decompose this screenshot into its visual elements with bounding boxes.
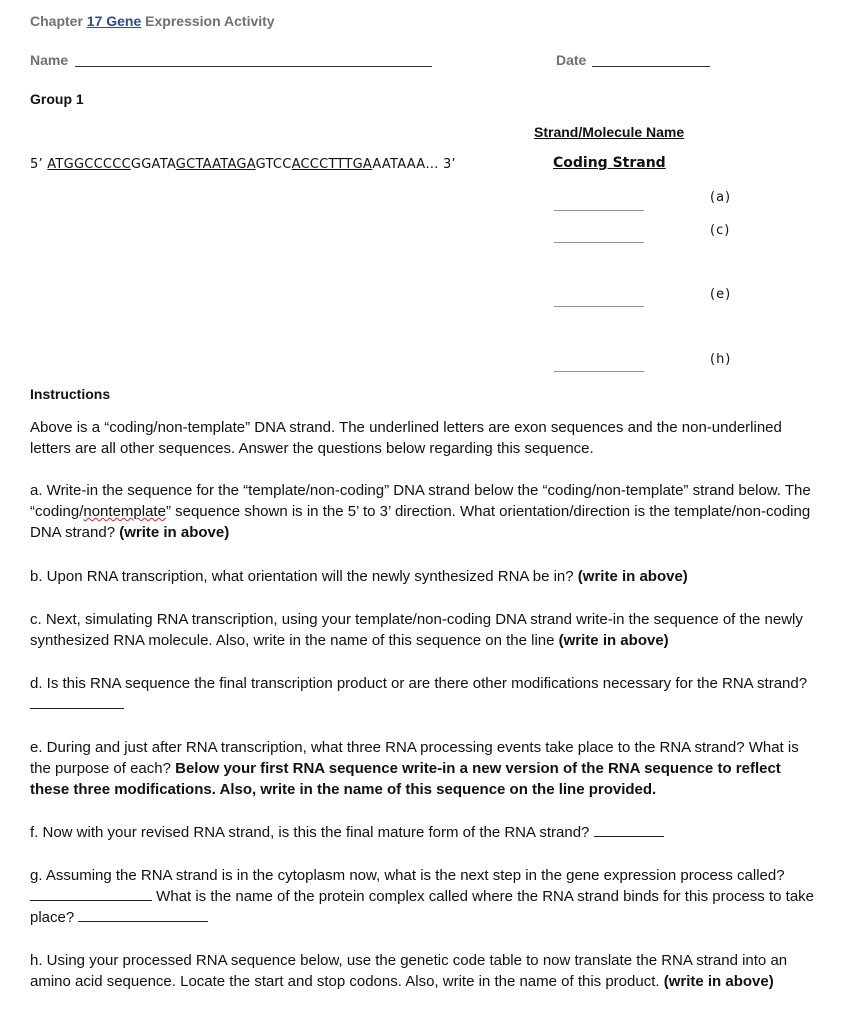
exon-3: ACCCTTTGA: [291, 157, 373, 172]
name-label: Name: [30, 52, 69, 68]
name-field[interactable]: [75, 66, 432, 67]
question-g: [30, 865, 820, 928]
question-g-text-1: g. Assuming the RNA strand is in the cytoplasm now, what is the next step in the gene expression process called?: [30, 867, 785, 884]
blank-label-h: (h): [710, 352, 732, 367]
question-h: [30, 950, 820, 992]
coding-strand-label: Coding Strand: [553, 155, 666, 171]
answer-blank-a[interactable]: _____________: [554, 197, 645, 211]
question-a-text-1: a. Write-in the sequence for the “template/non-coding” DNA strand below the “coding/non-template” strand below. The “coding/: [30, 482, 811, 520]
date-label: Date: [556, 52, 587, 68]
blank-label-e: (e): [710, 287, 732, 302]
group-label: Group 1: [30, 91, 84, 107]
non-exon-2: GTCC: [255, 157, 292, 172]
question-b: [30, 566, 820, 587]
exon-2: GCTAATAGA: [175, 157, 256, 172]
prime-5-label: 5’: [30, 157, 48, 172]
question-e: [30, 737, 820, 800]
answer-blank-e[interactable]: _____________: [554, 293, 645, 307]
question-e-text: e. During and just after RNA transcription, what three RNA processing events take place to the RNA strand? What is the purpose of each?: [30, 739, 799, 777]
answer-field-d[interactable]: [30, 694, 124, 709]
question-a-text-2: ” sequence shown is in the 5’ to 3’ direction. What orientation/direction is the template/non-coding DNA strand?: [30, 503, 811, 541]
date-field[interactable]: [592, 66, 710, 67]
question-c-text: c. Next, simulating RNA transcription, using your template/non-coding DNA strand write-in the sequence of the newly synthesized RNA molecule. Also, write in the name of this sequence on the line: [30, 611, 803, 649]
question-a: [30, 480, 820, 543]
blank-label-a: (a): [710, 190, 732, 205]
question-d-text: d. Is this RNA sequence the final transcription product or are there other modifications necessary for the RNA strand?: [30, 675, 808, 692]
question-h-bold: (write in above): [663, 973, 774, 990]
exon-1: ATGGCCCCC: [47, 157, 131, 172]
answer-field-f[interactable]: [594, 822, 664, 837]
strand-name-heading: Strand/Molecule Name: [534, 124, 685, 140]
answer-blank-c[interactable]: _____________: [554, 229, 645, 243]
question-g-text-2: What is the name of the protein complex called where the RNA strand binds for this process to take place?: [30, 888, 815, 926]
title-suffix: Expression Activity: [141, 13, 275, 29]
question-b-text: b. Upon RNA transcription, what orientation will the newly synthesized RNA be in?: [30, 568, 578, 585]
question-b-bold: (write in above): [577, 568, 688, 585]
dna-sequence: [30, 157, 456, 172]
document-title: [30, 13, 275, 29]
question-f-text: f. Now with your revised RNA strand, is this the final mature form of the RNA strand?: [30, 824, 590, 841]
non-exon-1: GGATA: [130, 157, 176, 172]
question-h-text: h. Using your processed RNA sequence below, use the genetic code table to now translate the RNA strand into an amino acid sequence. Locate the start and stop codons. Also, write in the name of this product.: [30, 952, 788, 990]
question-a-bold: (write in above): [119, 524, 230, 541]
instructions-heading: Instructions: [30, 386, 111, 402]
blank-label-c: (c): [710, 223, 731, 238]
non-exon-3: AATAAA… 3’: [372, 157, 456, 172]
question-e-bold: Below your first RNA sequence write-in a new version of the RNA sequence to reflect these three modifications. Also, write in the name of this sequence on the line provided.: [30, 760, 781, 798]
question-d: [30, 673, 820, 715]
instructions-intro: Above is a “coding/non-template” DNA strand. The underlined letters are exon sequences and the non-underlined letters are all other sequences. Answer the questions below regarding this sequence.: [30, 419, 782, 457]
answer-field-g1[interactable]: [30, 886, 152, 901]
answer-field-g2[interactable]: [78, 907, 208, 922]
question-c-bold: (write in above): [558, 632, 669, 649]
title-prefix: Chapter: [30, 13, 87, 29]
spellcheck-word: nontemplate: [83, 503, 166, 520]
title-link: 17 Gene: [86, 13, 142, 29]
answer-blank-h[interactable]: _____________: [554, 358, 645, 372]
question-f: [30, 822, 820, 843]
question-c: [30, 609, 820, 651]
